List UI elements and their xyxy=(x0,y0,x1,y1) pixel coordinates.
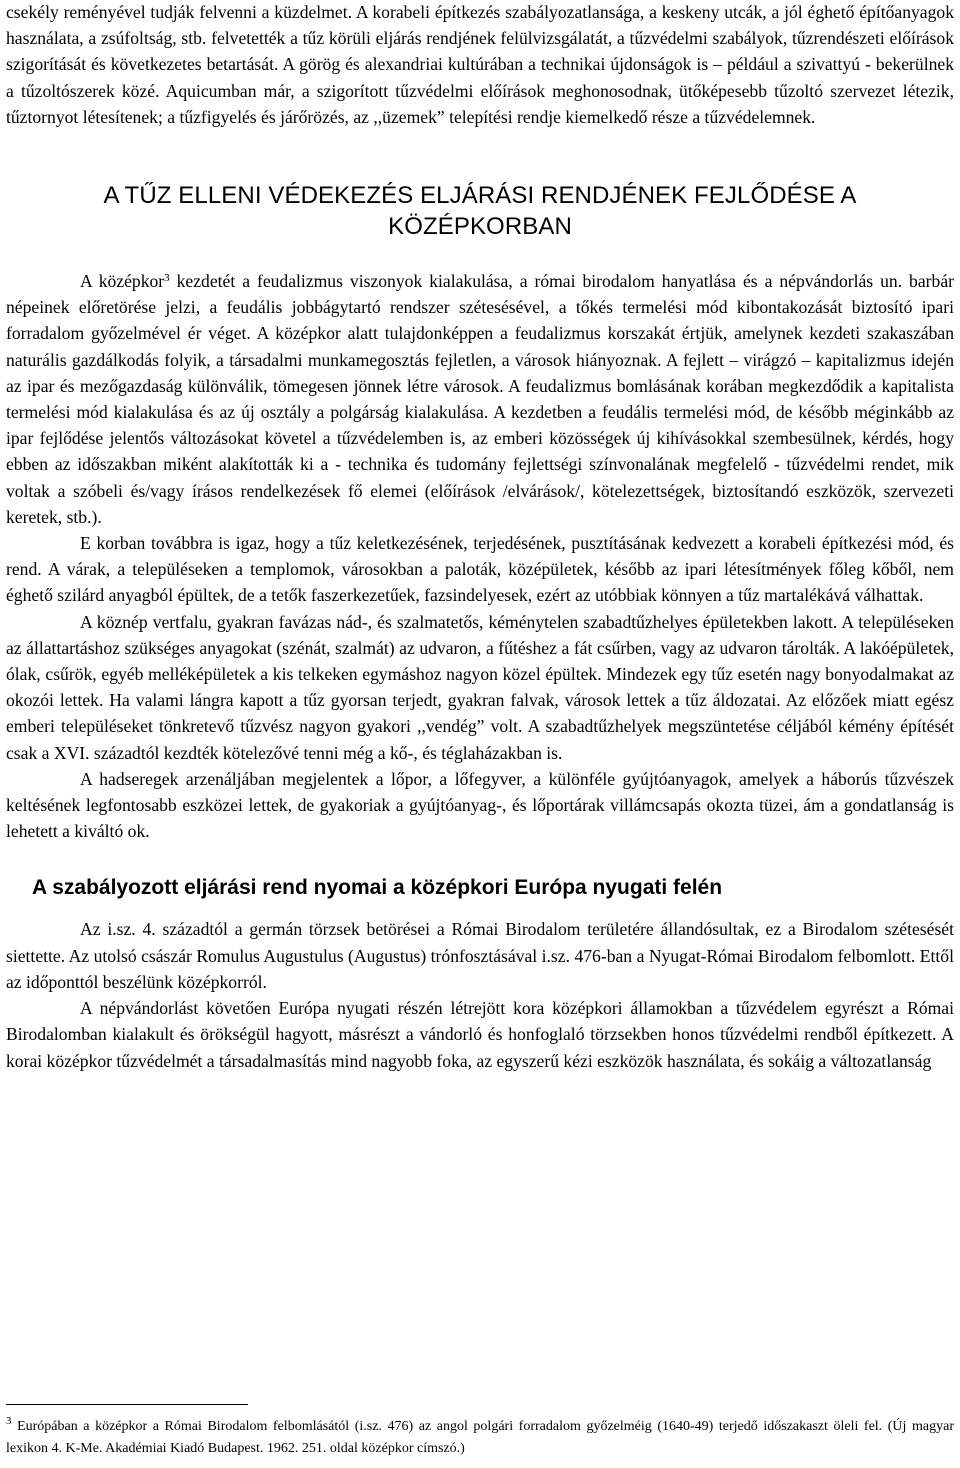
west-europe-paragraph-2: A népvándorlást követően Európa nyugati részén létrejött kora középkori államokban a tűzvédelem egyrészt a Római Birodalomban kialakult és örökségül hagyott, másrészt a vándorló és honfoglaló törzsekben honos tűzvédelmi rendből építkezett. A korai középkor tűzvédelmét a társadalmasítás mind nagyobb foka, az egyszerű kézi eszközök használata, és sokáig a változatlanság xyxy=(6,998,954,1071)
footnote-divider xyxy=(6,1404,248,1405)
section-heading xyxy=(6,180,954,242)
subsection-heading: A szabályozott eljárási rend nyomai a középkori Európa nyugati felén xyxy=(32,876,723,900)
section-heading-line1: A TŰZ ELLENI VÉDEKEZÉS ELJÁRÁSI RENDJÉNEK FEJLŐDÉSE A xyxy=(103,182,857,210)
footnote-text: Európában a középkor a Római Birodalom felbomlásától (i.sz. 476) az angol polgári forradalom győzelméig (1640-49) terjedő időszakaszt öleli fel. (Új magyar lexikon 4. K-Me. Akadémiai Kiadó Budapest. 1962. 251. oldal középkor címszó.) xyxy=(6,1419,954,1456)
intro-paragraph: csekély reményével tudják felvenni a küzdelmet. A korabeli építkezés szabályozatlansága, a keskeny utcák, a jól éghető építőanyagok használata, a zsúfoltság, stb. felvetették a tűz körüli eljárás rendjének felülvizsgálatát, a tűzvédelmi szabályok, tűzrendészeti előírások szigorítását és következetes betartását. A görög és alexandriai kultúrában a technikai újdonságok is – például a szivattyú - bekerülnek a tűzoltószerek közé. Aquicumban már, a szigorított tűzvédelmi előírások meghonosodnak, ütőképesebb tűzoltó szervezet létezik, tűztornyot létesítenek; a tűzfigyelés és járőrözés, az ,,üzemek” telepítési rendje kiemelkedő része a tűzvédelemnek. xyxy=(6,2,954,127)
middle-ages-paragraph-4: A hadseregek arzenáljában megjelentek a lőpor, a lőfegyver, a különféle gyújtóanyagok, amelyek a háborús tűzvészek keltésének legfontosabb eszközei lettek, de gyakoriak a gyújtóanyag-, és lőportárak villámcsapás okozta tüzei, ám a gondatlanság is lehetett a kiváltó ok. xyxy=(6,768,954,842)
middle-ages-p1-rest: kezdetét a feudalizmus viszonyok kialakulása, a római birodalom hanyatlása és a népvándorlás un. barbár népeinek előretörése jelzi, a feudális jobbágytartó rendszer szétesésével, a tőkés termelési mód kibontakozását biztosító ipari forradalom győzelmével ér véget. A középkor alatt tulajdonképpen a feudalizmus korszakát értjük, amelynek kezdeti szakaszában naturális gazdálkodás folyik, a társadalmi munkamegosztás fejletlen, a városok hiányoznak. A fejlett – virágzó – kapitalizmus idején az ipar és mezőgazdaság különválik, tömegesen jönnek létre városok. A feudalizmus bomlásának korában megkezdődik a kapitalista termelési mód kialakulása és az új osztály a polgárság kialakulása. A kezdetben a feudális termelési mód, de később méginkább az ipar fejlődése jelentős változásokat követel a tűzvédelemben is, az emberi közösségek új kihívásokkal szembesülnek, kérdés, hogy ebben az időszakban miként alakították ki a - technika és tudomány fejlettségi színvonalának megfelelő - tűzvédelmi rendet, mik voltak a szóbeli és/vagy írásos rendelkezések fő elemei (előírások /elvárások/, kötelezettségek, biztosítandó eszközök, szervezeti keretek, stb.). xyxy=(6,271,954,527)
footnote xyxy=(6,1416,954,1459)
middle-ages-paragraph-3: A köznép vertfalu, gyakran favázas nád-, és szalmatetős, kéménytelen szabadtűzhelyes épületekben lakott. A településeken az állattartáshoz szükséges anyagokat (szénát, szalmát) az udvaron, a fűtéshez a fát csűrben, vagy az udvaron tárolták. A lakóépületek, ólak, csűrök, egyéb melléképületek a kis telkeken egymáshoz nagyon közel épültek. Mindezek egy tűz esetén nagy bonyodalmakat az okozói lettek. Ha valami lángra kapott a tűz gyorsan terjedt, gyakran falvak, városok lettek a tűz áldozatai. Az előzőek miatt egész emberi településeket tönkretevő tűzvész nagyon gyakori ,,vendég” volt. A szabadtűzhelyek megszüntetése céljából kémény építését csak a XVI. századtól kezdték kötelezővé tenni még a kő-, és téglaházakban is. xyxy=(6,611,954,763)
section-heading-line2: KÖZÉPKORBAN xyxy=(388,213,572,241)
footnote-number: 3 xyxy=(6,1415,12,1427)
west-europe-paragraph-1: Az i.sz. 4. századtól a germán törzsek betörései a Római Birodalom területére állandósultak, ez a Birodalom szétesését siettette. Az utolsó császár Romulus Augustulus (Augustus) trónfosztásával i.sz. 476-ban a Nyugat-Római Birodalom felbomlott. Ettől az időponttól beszélünk középkorról. xyxy=(6,919,954,992)
middle-ages-paragraph-2: E korban továbbra is igaz, hogy a tűz keletkezésének, terjedésének, pusztításának kedvezett a korabeli építkezési mód, és rend. A várak, a településeken a templomok, városokban a paloták, középületek, később az ipari létesítmények főleg kőből, nem éghető szilárd anyagból épültek, de a tetők faszerkezetűek, fazsindelyesek, ezért az utóbbiak könnyen a tűz martalékává válhattak. xyxy=(6,533,954,606)
middle-ages-paragraph-1 xyxy=(6,268,954,530)
footnote-reference[interactable]: 3 xyxy=(164,272,170,285)
middle-ages-p1-start: A középkor xyxy=(80,271,165,292)
